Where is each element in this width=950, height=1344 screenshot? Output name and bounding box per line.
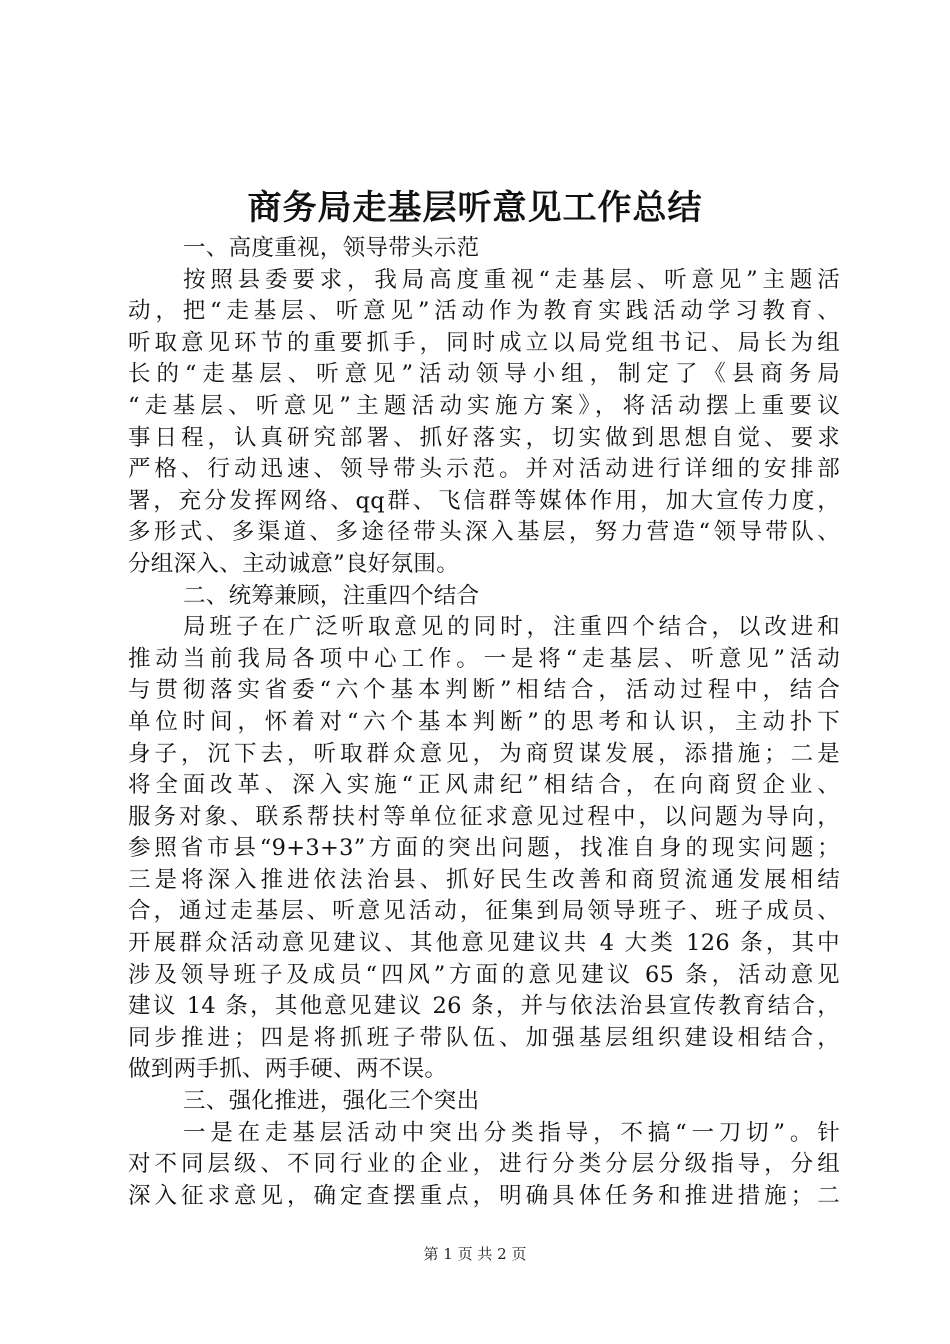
document-title: 商务局走基层听意见工作总结	[247, 188, 703, 228]
text-line: 三是将深入推进依法治县、抓好民生改善和商贸流通发展相结	[128, 866, 840, 893]
text-line: 涉及领导班子及成员“四风”方面的意见建议 65 条，活动意见	[128, 961, 840, 988]
text-line: 推动当前我局各项中心工作。一是将“走基层、听意见”活动	[128, 645, 840, 672]
text-line: 多形式、多渠道、多途径带头深入基层，努力营造“领导带队、	[128, 519, 840, 546]
text-line: 同步推进；四是将抓班子带队伍、加强基层组织建设相结合，	[128, 1024, 840, 1051]
text-line: 与贯彻落实省委“六个基本判断”相结合，活动过程中，结合	[128, 677, 840, 704]
text-line: 一是在走基层活动中突出分类指导，不搞“一刀切”。针	[183, 1119, 840, 1146]
text-line: 合，通过走基层、听意见活动，征集到局领导班子、班子成员、	[128, 898, 840, 925]
text-line: 单位时间，怀着对“六个基本判断”的思考和认识，主动扑下	[128, 708, 840, 735]
text-line: 长的“走基层、听意见”活动领导小组，制定了《县商务局	[128, 361, 840, 388]
text-line: 做到两手抓、两手硬、两不误。	[128, 1056, 448, 1083]
document-body	[128, 233, 840, 1212]
text-line: 将全面改革、深入实施“正风肃纪”相结合，在向商贸企业、	[128, 772, 840, 799]
text-line: 听取意见环节的重要抓手，同时成立以局党组书记、局长为组	[128, 329, 840, 356]
text-line: 严格、行动迅速、领导带头示范。并对活动进行详细的安排部	[128, 456, 840, 483]
text-line: 动，把“走基层、听意见”活动作为教育实践活动学习教育、	[128, 298, 840, 325]
text-line: 事日程，认真研究部署、抓好落实，切实做到思想自觉、要求	[128, 424, 840, 451]
text-line: 对不同层级、不同行业的企业，进行分类分层分级指导，分组	[128, 1151, 840, 1178]
text-line: 三、强化推进，强化三个突出	[183, 1088, 480, 1115]
text-line: 一、高度重视，领导带头示范	[183, 235, 480, 261]
text-line: 按照县委要求，我局高度重视“走基层、听意见”主题活	[183, 266, 840, 293]
text-line: 局班子在广泛听取意见的同时，注重四个结合，以改进和	[183, 614, 840, 641]
text-line: “走基层、听意见”主题活动实施方案》，将活动摆上重要议	[128, 392, 840, 419]
text-line: 身子，沉下去，听取群众意见，为商贸谋发展，添措施；二是	[128, 740, 840, 767]
text-line: 服务对象、联系帮扶村等单位征求意见过程中，以问题为导向，	[128, 803, 840, 830]
text-line: 分组深入、主动诚意”良好氛围。	[128, 550, 460, 577]
text-line: 深入征求意见，确定查摆重点，明确具体任务和推进措施；二	[128, 1182, 840, 1209]
text-line: 建议 14 条，其他意见建议 26 条，并与依法治县宣传教育结合，	[128, 993, 840, 1020]
text-line: 开展群众活动意见建议、其他意见建议共 4 大类 126 条，其中	[128, 930, 840, 957]
text-line: 二、统筹兼顾，注重四个结合	[183, 582, 480, 609]
text-line: 署，充分发挥网络、qq群、飞信群等媒体作用，加大宣传力度，	[128, 487, 840, 514]
text-line: 参照省市县“9+3+3”方面的突出问题，找准自身的现实问题；	[128, 835, 840, 862]
page-footer: 第 1 页 共 2 页	[423, 1245, 527, 1263]
